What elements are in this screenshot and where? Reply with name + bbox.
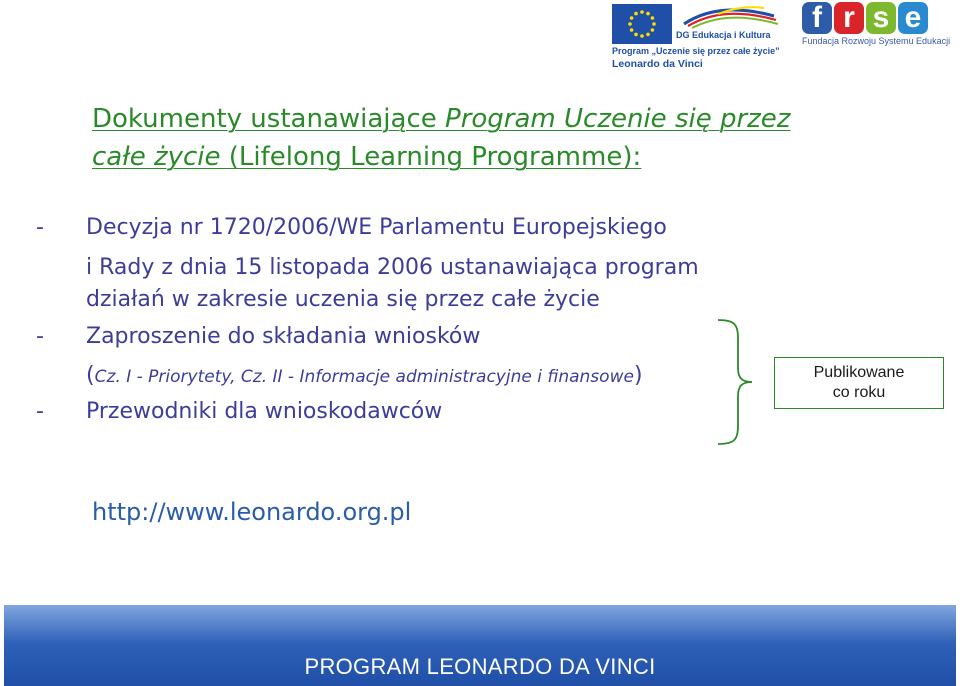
published-yearly-box (774, 357, 944, 409)
program-label: Program „Uczenie się przez całe życie” (612, 46, 780, 56)
frse-letter-f: f (802, 2, 832, 34)
item2-line2-text: Cz. I - Priorytety, Cz. II - Informacje administracyjne i finansowe (94, 367, 634, 387)
dg-label: DG Edukacja i Kultura (676, 30, 771, 40)
page-title (92, 100, 832, 176)
item1-line2: i Rady z dnia 15 listopada 2006 ustanawiająca program (86, 255, 699, 280)
leonardo-url-link[interactable]: http://www.leonardo.org.pl (92, 498, 412, 526)
item2-line1: Zaproszenie do składania wniosków (86, 324, 481, 349)
frse-logo (802, 2, 928, 36)
right-brace-icon (716, 318, 756, 446)
eu-flag-logo (612, 4, 672, 44)
item1-line1: Decyzja nr 1720/2006/WE Parlamentu Europejskiego (86, 215, 667, 240)
item2-close-paren: ) (633, 363, 643, 388)
item1-line3: działań w zakresie uczenia się przez całe życie (86, 287, 600, 312)
leonardo-label: Leonardo da Vinci (612, 58, 703, 70)
item2-open-paren: ( (86, 363, 95, 388)
published-line1: Publikowane (813, 364, 905, 381)
eu-stars-icon (612, 4, 672, 44)
item3-dash: - (36, 399, 44, 424)
item2-line2 (86, 363, 643, 390)
footer-bar (4, 605, 956, 686)
frse-subtitle: Fundacja Rozwoju Systemu Edukacji (802, 36, 951, 46)
item3-line1: Przewodniki dla wnioskodawców (86, 399, 443, 424)
item1-dash: - (36, 215, 44, 240)
footer-label: PROGRAM LEONARDO DA VINCI (304, 654, 656, 679)
title-part3: (Lifelong Learning Programme): (220, 142, 642, 172)
frse-letter-e: e (898, 2, 928, 34)
title-part2: Program Uczenie się przez całe życie (92, 104, 791, 172)
frse-letter-r: r (834, 2, 864, 34)
frse-letter-s: s (866, 2, 896, 34)
title-part1: Dokumenty ustanawiające (92, 104, 446, 134)
item2-dash: - (36, 324, 44, 349)
published-line2: co roku (832, 384, 886, 401)
